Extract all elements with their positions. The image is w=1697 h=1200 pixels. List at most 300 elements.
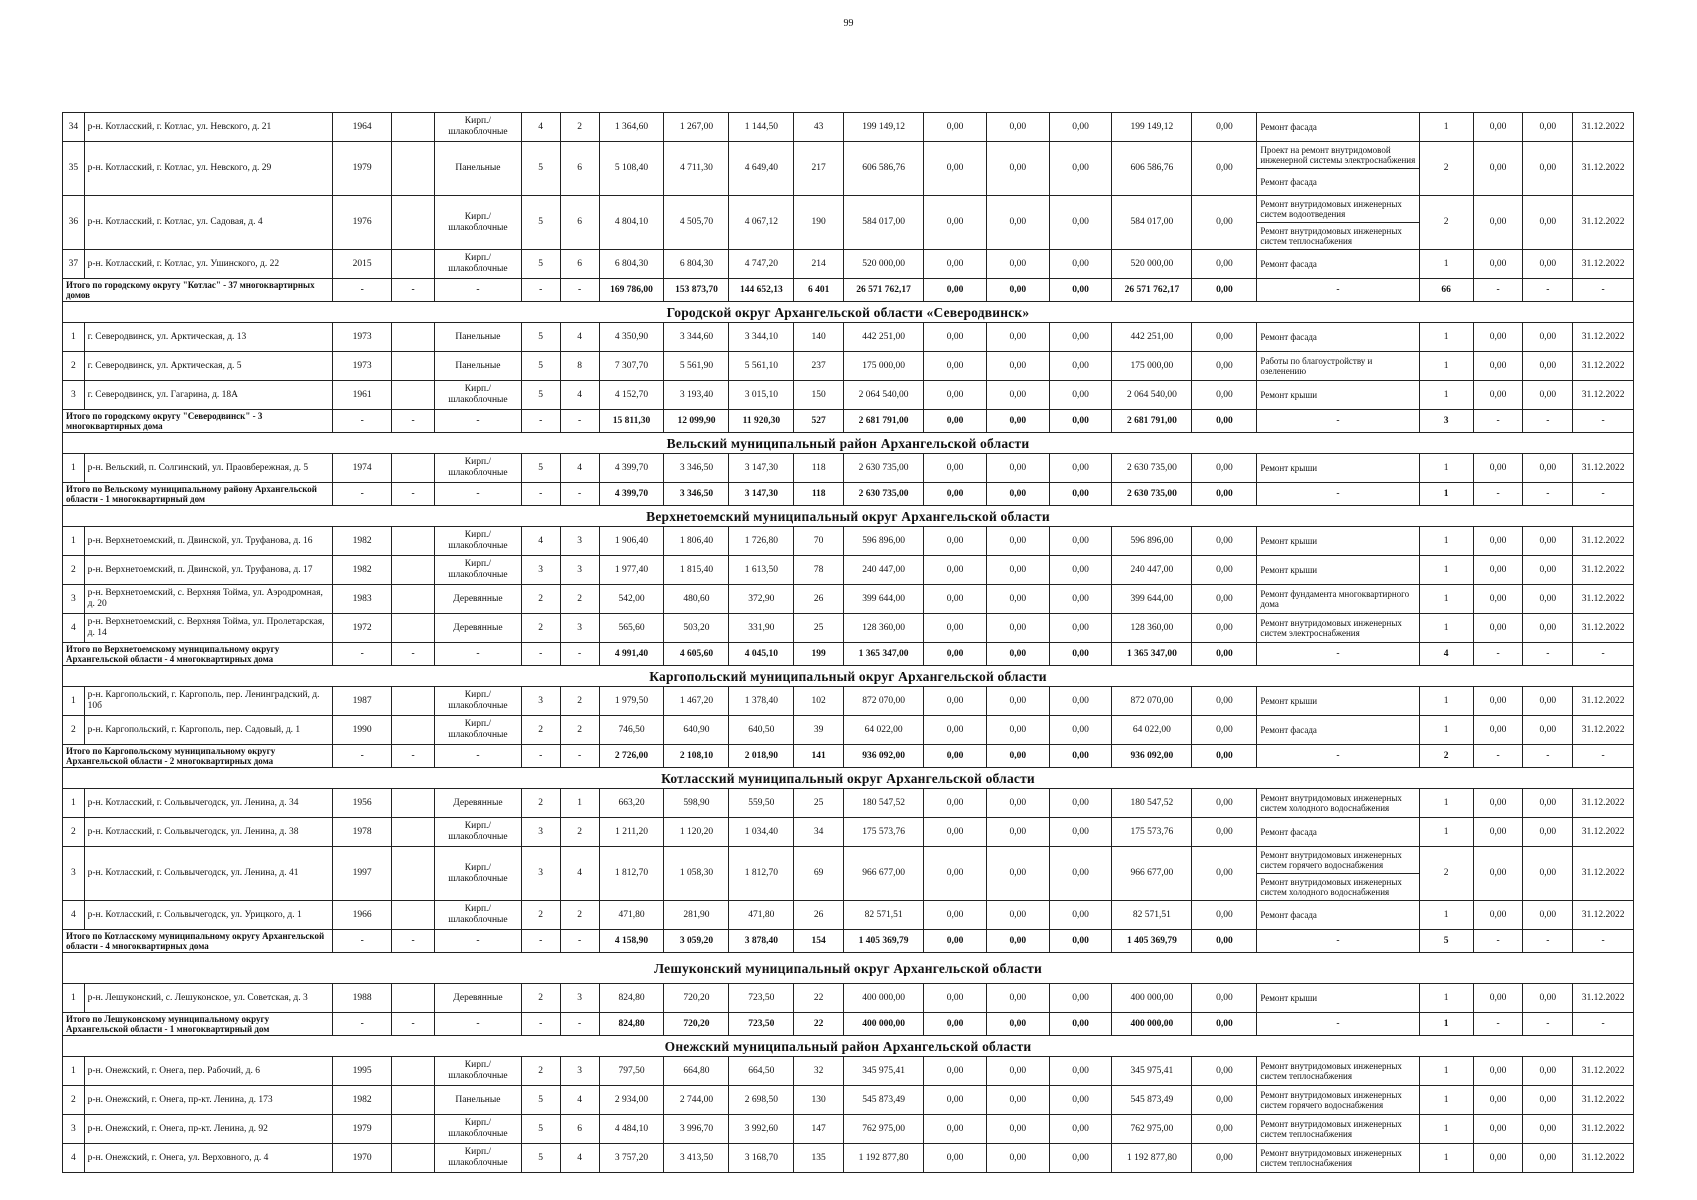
cell-e2: 0,00 <box>1523 847 1573 901</box>
cell-res: 217 <box>794 142 844 196</box>
work-type: Работы по благоустройству и озеленению <box>1257 352 1419 381</box>
cell-a3: 559,50 <box>729 789 794 818</box>
cell-v5: 2 064 540,00 <box>1112 381 1192 410</box>
cell-e2: 0,00 <box>1523 1086 1573 1115</box>
cell-cnt: 1 <box>1419 527 1473 556</box>
cell-year: 1978 <box>333 818 391 847</box>
cell-res: 237 <box>794 352 844 381</box>
total-dash: - <box>391 930 434 953</box>
section-header-row <box>63 302 1634 323</box>
cell-v6: 0,00 <box>1192 196 1257 250</box>
cell-e1: 0,00 <box>1473 984 1523 1013</box>
cell-v3: 0,00 <box>986 142 1049 196</box>
cell-v6: 0,00 <box>1192 1086 1257 1115</box>
table-row <box>63 789 1634 818</box>
cell-n: 35 <box>63 142 85 196</box>
cell-year: 1979 <box>333 1115 391 1144</box>
cell-cnt: 1 <box>1419 984 1473 1013</box>
cell-c3 <box>391 196 434 250</box>
cell-a1: 2 934,00 <box>599 1086 664 1115</box>
cell-v3: 0,00 <box>986 614 1049 643</box>
cell-v3: 0,00 <box>986 113 1049 142</box>
cell-v5: 596 896,00 <box>1112 527 1192 556</box>
cell-a2: 1 467,20 <box>664 687 729 716</box>
cell-v3: 0,00 <box>986 527 1049 556</box>
cell-addr: г. Северодвинск, ул. Гагарина, д. 18А <box>84 381 333 410</box>
cell-v1: 128 360,00 <box>844 614 924 643</box>
total-dash: - <box>391 1013 434 1036</box>
cell-addr: р-н. Каргопольский, г. Каргополь, пер. Садовый, д. 1 <box>84 716 333 745</box>
cell-c3 <box>391 614 434 643</box>
cell-year: 1964 <box>333 113 391 142</box>
cell-v6: 0,00 <box>1192 716 1257 745</box>
table-row <box>63 847 1634 874</box>
cell-fl: 4 <box>521 113 560 142</box>
cell-addr: р-н. Верхнетоемский, с. Верхняя Тойма, ул. Пролетарская, д. 14 <box>84 614 333 643</box>
cell-mat: Кирп./ шлакоблочные <box>435 527 522 556</box>
cell-v6: 0,00 <box>1192 113 1257 142</box>
cell-v2: 0,00 <box>924 381 987 410</box>
cell-date: 31.12.2022 <box>1573 196 1634 250</box>
cell-e2: 0,00 <box>1523 113 1573 142</box>
cell-a2: 4 505,70 <box>664 196 729 250</box>
cell-en: 3 <box>560 984 599 1013</box>
total-dash: - <box>1523 745 1573 768</box>
total-a1: 4 158,90 <box>599 930 664 953</box>
cell-a3: 1 144,50 <box>729 113 794 142</box>
cell-cnt: 1 <box>1419 1115 1473 1144</box>
cell-v1: 345 975,41 <box>844 1057 924 1086</box>
cell-a1: 471,80 <box>599 901 664 930</box>
cell-e1: 0,00 <box>1473 1086 1523 1115</box>
cell-v6: 0,00 <box>1192 454 1257 483</box>
total-v2: 0,00 <box>924 279 987 302</box>
total-a1: 15 811,30 <box>599 410 664 433</box>
cell-v4: 0,00 <box>1049 901 1112 930</box>
cell-n: 1 <box>63 687 85 716</box>
table-row <box>63 716 1634 745</box>
cell-v2: 0,00 <box>924 984 987 1013</box>
total-row <box>63 643 1634 666</box>
total-dash: - <box>333 1013 391 1036</box>
total-v3: 0,00 <box>986 279 1049 302</box>
cell-fl: 2 <box>521 901 560 930</box>
cell-e1: 0,00 <box>1473 818 1523 847</box>
cell-v1: 175 573,76 <box>844 818 924 847</box>
work-type: Ремонт внутридомовых инженерных систем теплоснабжения <box>1257 1057 1419 1086</box>
cell-e1: 0,00 <box>1473 716 1523 745</box>
cell-v3: 0,00 <box>986 847 1049 901</box>
cell-v6: 0,00 <box>1192 901 1257 930</box>
cell-e1: 0,00 <box>1473 250 1523 279</box>
cell-mat: Кирп./ шлакоблочные <box>435 454 522 483</box>
cell-fl: 5 <box>521 352 560 381</box>
cell-n: 1 <box>63 789 85 818</box>
cell-addr: р-н. Каргопольский, г. Каргополь, пер. Ленинградский, д. 10б <box>84 687 333 716</box>
cell-addr: р-н. Котласский, г. Котлас, ул. Ушинского, д. 22 <box>84 250 333 279</box>
total-v2: 0,00 <box>924 1013 987 1036</box>
total-v4: 0,00 <box>1049 483 1112 506</box>
cell-v1: 606 586,76 <box>844 142 924 196</box>
total-v5: 2 630 735,00 <box>1112 483 1192 506</box>
cell-e2: 0,00 <box>1523 789 1573 818</box>
total-cnt: 2 <box>1419 745 1473 768</box>
total-a2: 4 605,60 <box>664 643 729 666</box>
cell-e2: 0,00 <box>1523 984 1573 1013</box>
cell-v2: 0,00 <box>924 196 987 250</box>
cell-a3: 1 613,50 <box>729 556 794 585</box>
total-v3: 0,00 <box>986 1013 1049 1036</box>
cell-v4: 0,00 <box>1049 1144 1112 1173</box>
cell-e1: 0,00 <box>1473 1115 1523 1144</box>
cell-v3: 0,00 <box>986 585 1049 614</box>
work-type: Ремонт внутридомовых инженерных систем горячего водоснабжения <box>1257 847 1419 874</box>
cell-v6: 0,00 <box>1192 142 1257 196</box>
cell-mat: Кирп./ шлакоблочные <box>435 901 522 930</box>
cell-a3: 640,50 <box>729 716 794 745</box>
total-dash: - <box>333 410 391 433</box>
cell-en: 2 <box>560 716 599 745</box>
total-dash: - <box>435 1013 522 1036</box>
total-a1: 2 726,00 <box>599 745 664 768</box>
total-dash: - <box>1257 643 1419 666</box>
cell-date: 31.12.2022 <box>1573 1144 1634 1173</box>
cell-e2: 0,00 <box>1523 556 1573 585</box>
cell-date: 31.12.2022 <box>1573 818 1634 847</box>
total-dash: - <box>391 643 434 666</box>
cell-v2: 0,00 <box>924 527 987 556</box>
total-v3: 0,00 <box>986 745 1049 768</box>
total-dash: - <box>1573 410 1634 433</box>
cell-addr: р-н. Лешуконский, с. Лешуконское, ул. Советская, д. 3 <box>84 984 333 1013</box>
cell-e2: 0,00 <box>1523 1115 1573 1144</box>
cell-n: 37 <box>63 250 85 279</box>
cell-n: 3 <box>63 585 85 614</box>
cell-mat: Кирп./ шлакоблочные <box>435 556 522 585</box>
total-label: Итого по Верхнетоемскому муниципальному округу Архангельской области - 4 многоквартирных дома <box>63 643 333 666</box>
cell-en: 3 <box>560 556 599 585</box>
total-v6: 0,00 <box>1192 643 1257 666</box>
section-title: Городской округ Архангельской области «Северодвинск» <box>63 302 1634 323</box>
cell-date: 31.12.2022 <box>1573 716 1634 745</box>
cell-a3: 4 649,40 <box>729 142 794 196</box>
section-title: Верхнетоемский муниципальный округ Архангельской области <box>63 506 1634 527</box>
cell-v2: 0,00 <box>924 1086 987 1115</box>
cell-v4: 0,00 <box>1049 454 1112 483</box>
cell-year: 1997 <box>333 847 391 901</box>
cell-a2: 3 413,50 <box>664 1144 729 1173</box>
cell-v4: 0,00 <box>1049 113 1112 142</box>
cell-v5: 966 677,00 <box>1112 847 1192 901</box>
total-dash: - <box>1573 279 1634 302</box>
cell-v6: 0,00 <box>1192 789 1257 818</box>
cell-fl: 2 <box>521 716 560 745</box>
work-type: Ремонт внутридомовых инженерных систем теплоснабжения <box>1257 1144 1419 1173</box>
cell-e2: 0,00 <box>1523 716 1573 745</box>
cell-v5: 128 360,00 <box>1112 614 1192 643</box>
section-header-row <box>63 506 1634 527</box>
cell-date: 31.12.2022 <box>1573 901 1634 930</box>
cell-v5: 872 070,00 <box>1112 687 1192 716</box>
cell-mat: Деревянные <box>435 585 522 614</box>
total-v1: 400 000,00 <box>844 1013 924 1036</box>
cell-a2: 5 561,90 <box>664 352 729 381</box>
cell-res: 78 <box>794 556 844 585</box>
total-label: Итого по Лешуконскому муниципальному округу Архангельской области - 1 многоквартирный дом <box>63 1013 333 1036</box>
cell-v4: 0,00 <box>1049 818 1112 847</box>
table-row <box>63 556 1634 585</box>
cell-date: 31.12.2022 <box>1573 1115 1634 1144</box>
cell-v4: 0,00 <box>1049 352 1112 381</box>
cell-n: 1 <box>63 527 85 556</box>
table-row <box>63 142 1634 169</box>
cell-v3: 0,00 <box>986 556 1049 585</box>
cell-year: 1983 <box>333 585 391 614</box>
total-label: Итого по Котласскому муниципальному округу Архангельской области - 4 многоквартирных дома <box>63 930 333 953</box>
cell-n: 34 <box>63 113 85 142</box>
cell-v6: 0,00 <box>1192 687 1257 716</box>
cell-v2: 0,00 <box>924 113 987 142</box>
cell-a1: 1 977,40 <box>599 556 664 585</box>
cell-res: 118 <box>794 454 844 483</box>
page-number: 99 <box>843 18 854 29</box>
cell-a1: 1 211,20 <box>599 818 664 847</box>
cell-addr: р-н. Верхнетоемский, п. Двинской, ул. Труфанова, д. 17 <box>84 556 333 585</box>
work-type: Ремонт внутридомовых инженерных систем теплоснабжения <box>1257 223 1419 250</box>
total-v6: 0,00 <box>1192 279 1257 302</box>
cell-fl: 2 <box>521 614 560 643</box>
cell-v6: 0,00 <box>1192 250 1257 279</box>
cell-v6: 0,00 <box>1192 1144 1257 1173</box>
table-row <box>63 614 1634 643</box>
cell-en: 4 <box>560 1086 599 1115</box>
total-dash: - <box>1257 930 1419 953</box>
cell-fl: 5 <box>521 1144 560 1173</box>
cell-cnt: 1 <box>1419 250 1473 279</box>
cell-v2: 0,00 <box>924 323 987 352</box>
cell-mat: Кирп./ шлакоблочные <box>435 818 522 847</box>
cell-addr: г. Северодвинск, ул. Арктическая, д. 13 <box>84 323 333 352</box>
cell-v5: 240 447,00 <box>1112 556 1192 585</box>
cell-v2: 0,00 <box>924 818 987 847</box>
total-dash: - <box>560 483 599 506</box>
work-type: Ремонт крыши <box>1257 527 1419 556</box>
total-v2: 0,00 <box>924 410 987 433</box>
total-dash: - <box>521 643 560 666</box>
total-dash: - <box>1523 1013 1573 1036</box>
cell-c3 <box>391 1115 434 1144</box>
cell-a3: 3 147,30 <box>729 454 794 483</box>
total-dash: - <box>1473 279 1523 302</box>
cell-a1: 4 484,10 <box>599 1115 664 1144</box>
table-row <box>63 984 1634 1013</box>
total-dash: - <box>560 1013 599 1036</box>
total-row <box>63 930 1634 953</box>
cell-c3 <box>391 142 434 196</box>
total-dash: - <box>1573 930 1634 953</box>
cell-date: 31.12.2022 <box>1573 1086 1634 1115</box>
total-dash: - <box>1573 643 1634 666</box>
cell-n: 1 <box>63 454 85 483</box>
cell-n: 2 <box>63 352 85 381</box>
total-v4: 0,00 <box>1049 745 1112 768</box>
cell-a3: 1 812,70 <box>729 847 794 901</box>
cell-c3 <box>391 1144 434 1173</box>
cell-cnt: 1 <box>1419 585 1473 614</box>
table-row <box>63 1086 1634 1115</box>
total-dash: - <box>1573 1013 1634 1036</box>
cell-en: 6 <box>560 250 599 279</box>
cell-c3 <box>391 818 434 847</box>
total-dash: - <box>1523 483 1573 506</box>
cell-c3 <box>391 901 434 930</box>
cell-en: 3 <box>560 614 599 643</box>
cell-date: 31.12.2022 <box>1573 142 1634 196</box>
total-dash: - <box>1257 483 1419 506</box>
work-type: Ремонт внутридомовых инженерных систем холодного водоснабжения <box>1257 789 1419 818</box>
cell-year: 1982 <box>333 1086 391 1115</box>
cell-en: 8 <box>560 352 599 381</box>
cell-c3 <box>391 1057 434 1086</box>
cell-a1: 565,60 <box>599 614 664 643</box>
total-cnt: 1 <box>1419 483 1473 506</box>
cell-addr: р-н. Котласский, г. Сольвычегодск, ул. Ленина, д. 38 <box>84 818 333 847</box>
total-v1: 1 405 369,79 <box>844 930 924 953</box>
total-v4: 0,00 <box>1049 930 1112 953</box>
section-header-row <box>63 768 1634 789</box>
cell-mat: Панельные <box>435 323 522 352</box>
cell-e1: 0,00 <box>1473 527 1523 556</box>
total-label: Итого по Вельскому муниципальному району Архангельской области - 1 многоквартирный дом <box>63 483 333 506</box>
cell-v2: 0,00 <box>924 1115 987 1144</box>
cell-v1: 545 873,49 <box>844 1086 924 1115</box>
total-row <box>63 279 1634 302</box>
cell-v5: 1 192 877,80 <box>1112 1144 1192 1173</box>
cell-e1: 0,00 <box>1473 381 1523 410</box>
cell-a3: 723,50 <box>729 984 794 1013</box>
cell-fl: 5 <box>521 454 560 483</box>
total-v2: 0,00 <box>924 483 987 506</box>
cell-c3 <box>391 352 434 381</box>
total-v1: 2 630 735,00 <box>844 483 924 506</box>
cell-year: 1973 <box>333 323 391 352</box>
cell-e2: 0,00 <box>1523 818 1573 847</box>
cell-year: 1987 <box>333 687 391 716</box>
cell-en: 2 <box>560 901 599 930</box>
total-a3: 723,50 <box>729 1013 794 1036</box>
cell-v4: 0,00 <box>1049 789 1112 818</box>
cell-v1: 520 000,00 <box>844 250 924 279</box>
total-v1: 1 365 347,00 <box>844 643 924 666</box>
cell-res: 69 <box>794 847 844 901</box>
cell-a2: 3 193,40 <box>664 381 729 410</box>
cell-v2: 0,00 <box>924 1144 987 1173</box>
cell-a2: 1 120,20 <box>664 818 729 847</box>
cell-a2: 3 996,70 <box>664 1115 729 1144</box>
total-cnt: 4 <box>1419 643 1473 666</box>
cell-a1: 5 108,40 <box>599 142 664 196</box>
cell-fl: 5 <box>521 323 560 352</box>
cell-a2: 1 806,40 <box>664 527 729 556</box>
cell-res: 147 <box>794 1115 844 1144</box>
cell-v5: 442 251,00 <box>1112 323 1192 352</box>
cell-v5: 64 022,00 <box>1112 716 1192 745</box>
cell-a1: 1 812,70 <box>599 847 664 901</box>
cell-v6: 0,00 <box>1192 381 1257 410</box>
total-a2: 12 099,90 <box>664 410 729 433</box>
cell-en: 6 <box>560 196 599 250</box>
cell-v5: 584 017,00 <box>1112 196 1192 250</box>
work-type: Ремонт крыши <box>1257 984 1419 1013</box>
cell-res: 150 <box>794 381 844 410</box>
work-type: Ремонт фасада <box>1257 169 1419 196</box>
cell-mat: Кирп./ шлакоблочные <box>435 381 522 410</box>
cell-v4: 0,00 <box>1049 1115 1112 1144</box>
section-header-row <box>63 433 1634 454</box>
work-type: Ремонт фасада <box>1257 901 1419 930</box>
section-header-row <box>63 666 1634 687</box>
total-a2: 3 059,20 <box>664 930 729 953</box>
cell-a3: 4 747,20 <box>729 250 794 279</box>
cell-v3: 0,00 <box>986 818 1049 847</box>
total-res: 141 <box>794 745 844 768</box>
cell-a1: 797,50 <box>599 1057 664 1086</box>
cell-year: 1982 <box>333 527 391 556</box>
total-a3: 2 018,90 <box>729 745 794 768</box>
cell-res: 22 <box>794 984 844 1013</box>
cell-addr: р-н. Вельский, п. Солгинский, ул. Праовбережная, д. 5 <box>84 454 333 483</box>
cell-fl: 3 <box>521 818 560 847</box>
cell-e1: 0,00 <box>1473 585 1523 614</box>
cell-v5: 400 000,00 <box>1112 984 1192 1013</box>
cell-mat: Кирп./ шлакоблочные <box>435 1115 522 1144</box>
total-a2: 720,20 <box>664 1013 729 1036</box>
cell-v6: 0,00 <box>1192 556 1257 585</box>
cell-v2: 0,00 <box>924 716 987 745</box>
total-dash: - <box>435 410 522 433</box>
total-cnt: 3 <box>1419 410 1473 433</box>
total-dash: - <box>521 279 560 302</box>
cell-cnt: 1 <box>1419 352 1473 381</box>
cell-v2: 0,00 <box>924 1057 987 1086</box>
total-a2: 153 873,70 <box>664 279 729 302</box>
cell-date: 31.12.2022 <box>1573 323 1634 352</box>
cell-a2: 1 815,40 <box>664 556 729 585</box>
total-v2: 0,00 <box>924 930 987 953</box>
cell-en: 4 <box>560 381 599 410</box>
total-dash: - <box>560 745 599 768</box>
total-a2: 2 108,10 <box>664 745 729 768</box>
cell-en: 4 <box>560 454 599 483</box>
cell-a3: 664,50 <box>729 1057 794 1086</box>
total-dash: - <box>1523 930 1573 953</box>
work-type: Ремонт фасада <box>1257 818 1419 847</box>
total-v4: 0,00 <box>1049 1013 1112 1036</box>
total-a3: 144 652,13 <box>729 279 794 302</box>
total-label: Итого по городскому округу "Северодвинск" - 3 многоквартирных дома <box>63 410 333 433</box>
cell-fl: 4 <box>521 527 560 556</box>
cell-cnt: 1 <box>1419 614 1473 643</box>
total-a2: 3 346,50 <box>664 483 729 506</box>
total-dash: - <box>333 745 391 768</box>
total-v3: 0,00 <box>986 483 1049 506</box>
cell-v3: 0,00 <box>986 687 1049 716</box>
cell-en: 1 <box>560 789 599 818</box>
cell-res: 135 <box>794 1144 844 1173</box>
cell-a1: 4 399,70 <box>599 454 664 483</box>
cell-year: 1972 <box>333 614 391 643</box>
total-dash: - <box>1523 410 1573 433</box>
